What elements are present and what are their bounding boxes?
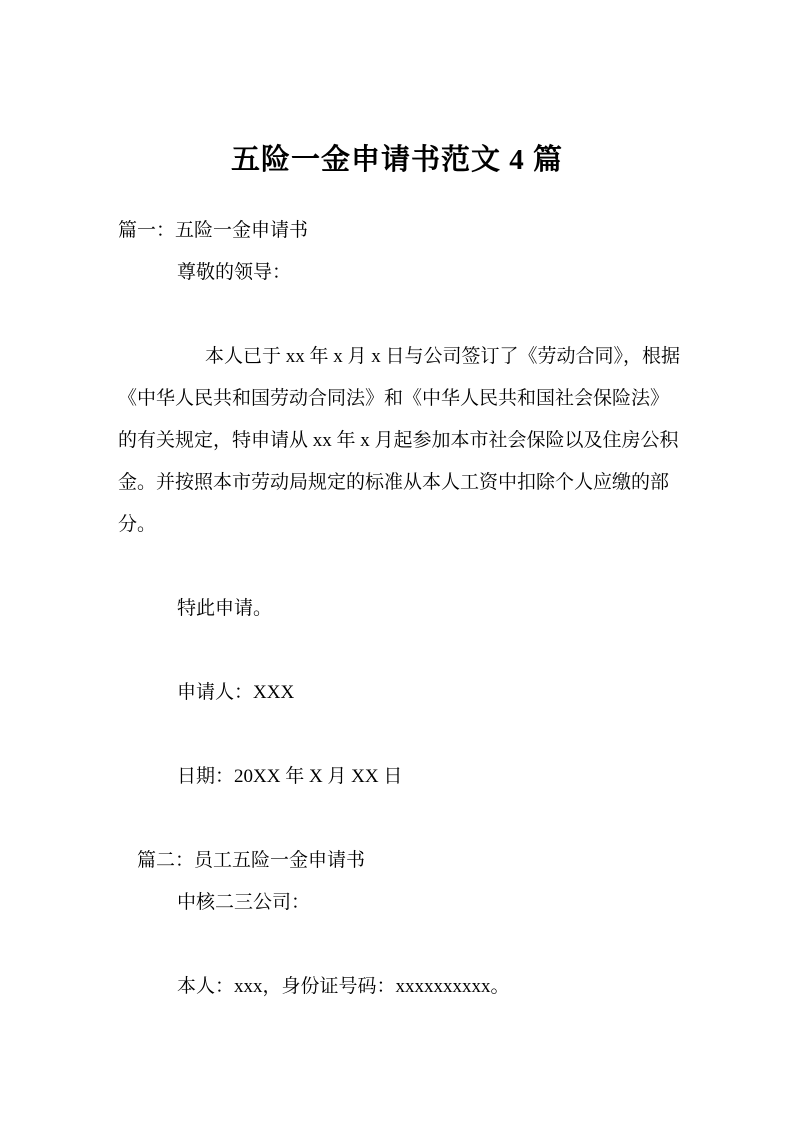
part1-body-line: 的有关规定，特申请从 xx 年 x 月起参加本市社会保险以及住房公积 — [118, 430, 679, 451]
part2-heading: 篇二：员工五险一金申请书 — [137, 850, 366, 871]
part2-addressee: 中核二三公司： — [177, 892, 311, 913]
part1-date-line: 日期：20XX 年 X 月 XX 日 — [177, 766, 403, 787]
document-title: 五险一金申请书范文 4 篇 — [230, 144, 563, 176]
part1-salutation: 尊敬的领导： — [177, 262, 292, 283]
part2-intro-line: 本人：xxx，身份证号码：xxxxxxxxxx。 — [177, 976, 510, 997]
part1-heading: 篇一：五险一金申请书 — [118, 220, 309, 241]
part1-closing: 特此申请。 — [177, 598, 273, 619]
blank-line — [118, 714, 794, 756]
document-body — [0, 210, 794, 1008]
part1-body-line: 本人已于 xx 年 x 月 x 日与公司签订了《劳动合同》，根据 — [205, 346, 681, 367]
blank-line — [118, 294, 794, 336]
part1-applicant-signature: 申请人：XXX — [177, 682, 295, 703]
blank-line — [118, 924, 794, 966]
part1-body-line: 金。并按照本市劳动局规定的标准从本人工资中扣除个人应缴的部 — [118, 472, 670, 493]
blank-line — [118, 546, 794, 588]
part1-body-line: 分。 — [118, 514, 157, 535]
blank-line — [118, 630, 794, 672]
part1-body-line: 《中华人民共和国劳动合同法》和《中华人民共和国社会保险法》 — [118, 388, 670, 409]
blank-line — [118, 798, 794, 840]
